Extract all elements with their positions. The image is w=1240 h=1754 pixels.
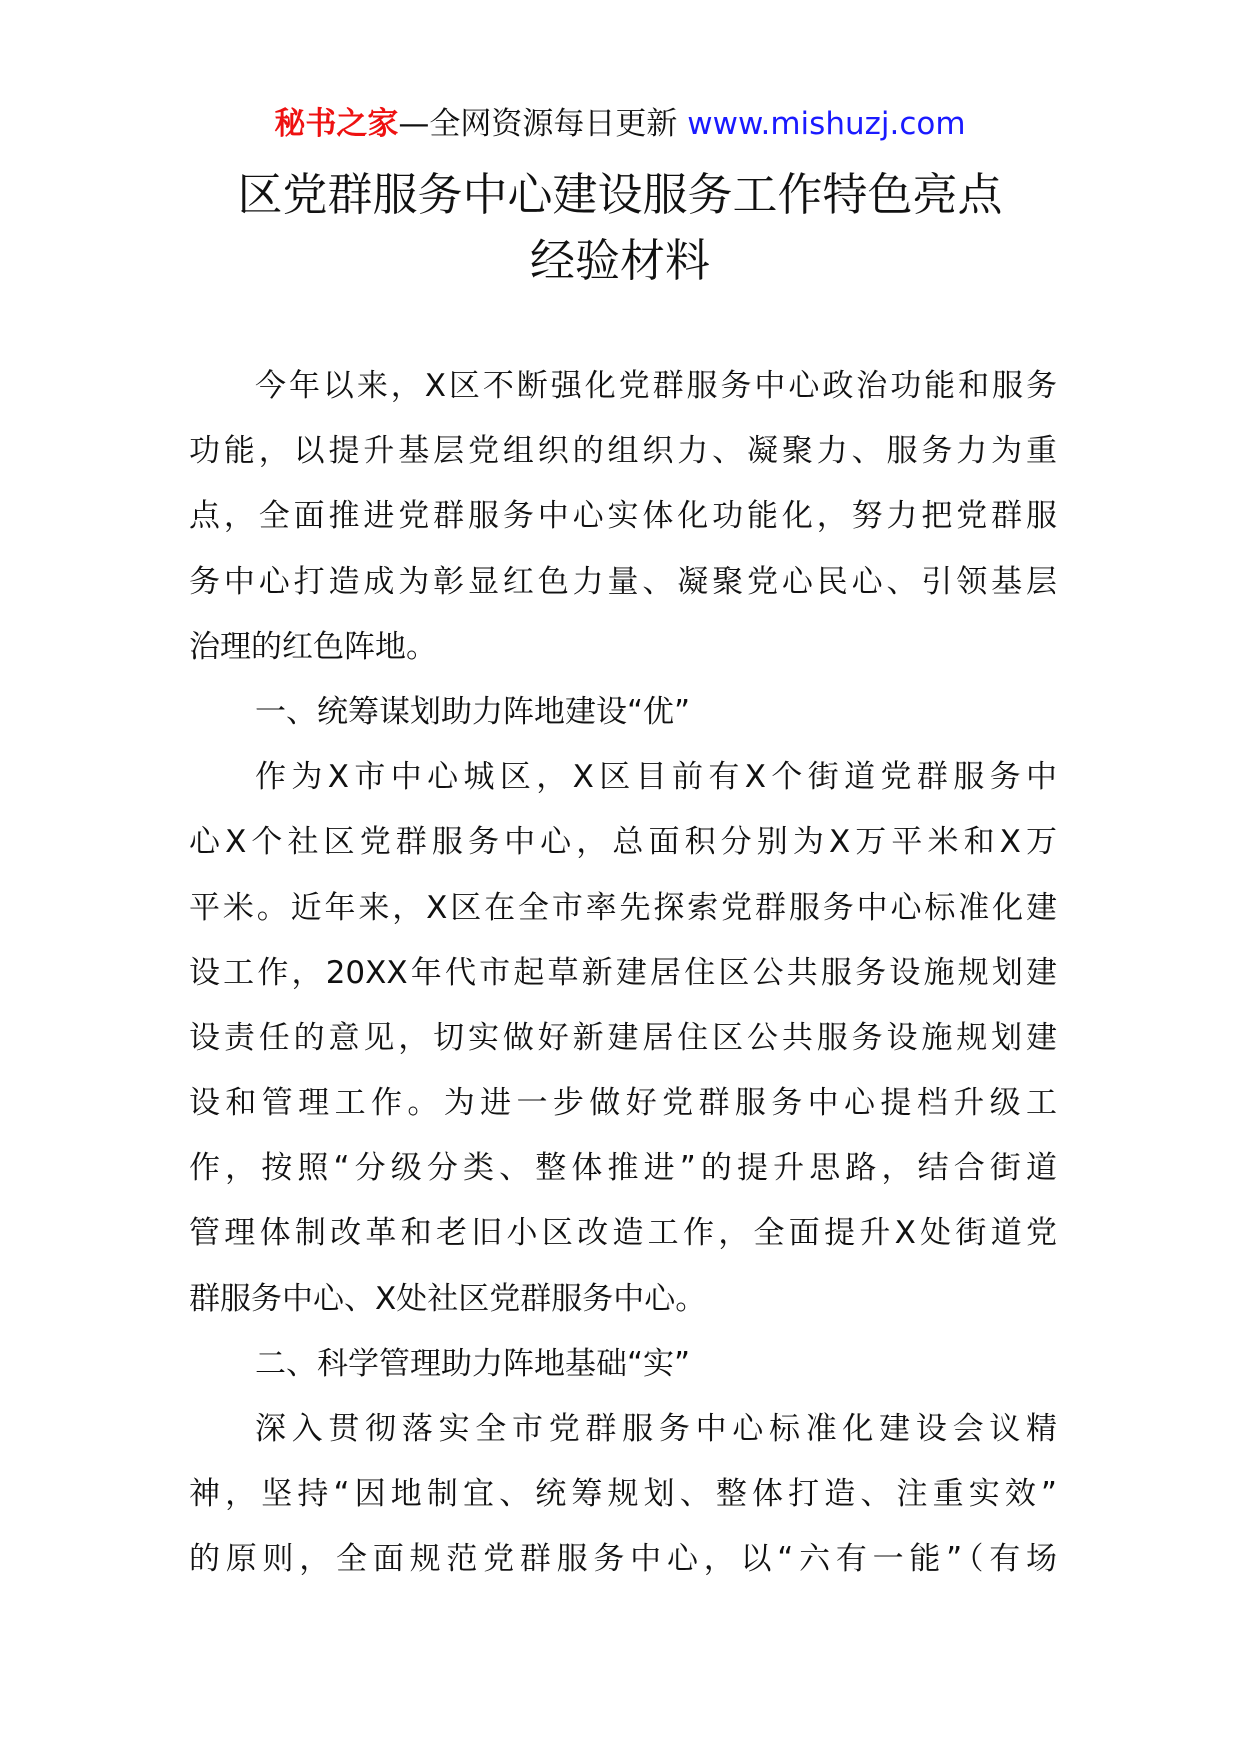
text-line: 管理体制改革和老旧小区改造工作，全面提升X处街道党	[189, 1215, 1057, 1252]
text-line: 平米。近年来，X区在全市率先探索党群服务中心标准化建	[189, 889, 1057, 926]
text-line: 功能，以提升基层党组织的组织力、凝聚力、服务力为重	[189, 433, 1057, 470]
paragraph	[189, 354, 1057, 680]
text-line: 设责任的意见，切实做好新建居住区公共服务设施规划建	[189, 1019, 1057, 1056]
text-line: 治理的红色阵地。	[189, 628, 437, 665]
text-line: 心X个社区党群服务中心，总面积分别为X万平米和X万	[189, 824, 1057, 861]
paragraph	[189, 745, 1057, 1332]
document-body	[189, 354, 1057, 1593]
section-heading	[189, 680, 1057, 745]
text-line: 二、科学管理助力阵地基础“实”	[255, 1345, 691, 1382]
text-line: 务中心打造成为彰显红色力量、凝聚党心民心、引领基层	[189, 563, 1057, 600]
title-line-2: 经验材料	[529, 234, 710, 287]
text-line: 今年以来，X区不断强化党群服务中心政治功能和服务	[255, 368, 1057, 404]
brand-name: 秘书之家	[274, 106, 399, 142]
site-url-link[interactable]: www.mishuzj.com	[687, 106, 966, 142]
document-title	[0, 162, 1240, 294]
text-line: 作，按照“分级分类、整体推进”的提升思路，结合街道	[189, 1150, 1057, 1187]
title-line-1: 区党群服务中心建设服务工作特色亮点	[237, 168, 1003, 221]
section-heading	[189, 1332, 1057, 1397]
text-line: 一、统筹谋划助力阵地建设“优”	[255, 693, 691, 730]
text-line: 点，全面推进党群服务中心实体化功能化，努力把党群服	[189, 498, 1057, 535]
text-line: 群服务中心、X处社区党群服务中心。	[189, 1280, 707, 1317]
paragraph	[189, 1397, 1057, 1593]
banner-slogan: —全网资源每日更新	[398, 106, 688, 142]
text-line: 设和管理工作。为进一步做好党群服务中心提档升级工	[189, 1085, 1057, 1122]
text-line: 深入贯彻落实全市党群服务中心标准化建设会议精	[255, 1411, 1057, 1447]
site-banner	[0, 102, 1240, 146]
text-line: 的原则，全面规范党群服务中心，以“六有一能”（有场	[189, 1541, 1057, 1578]
text-line: 作为X市中心城区，X区目前有X个街道党群服务中	[255, 759, 1057, 796]
text-line: 神，坚持“因地制宜、统筹规划、整体打造、注重实效”	[189, 1476, 1057, 1513]
text-line: 设工作，20XX年代市起草新建居住区公共服务设施规划建	[189, 954, 1057, 991]
